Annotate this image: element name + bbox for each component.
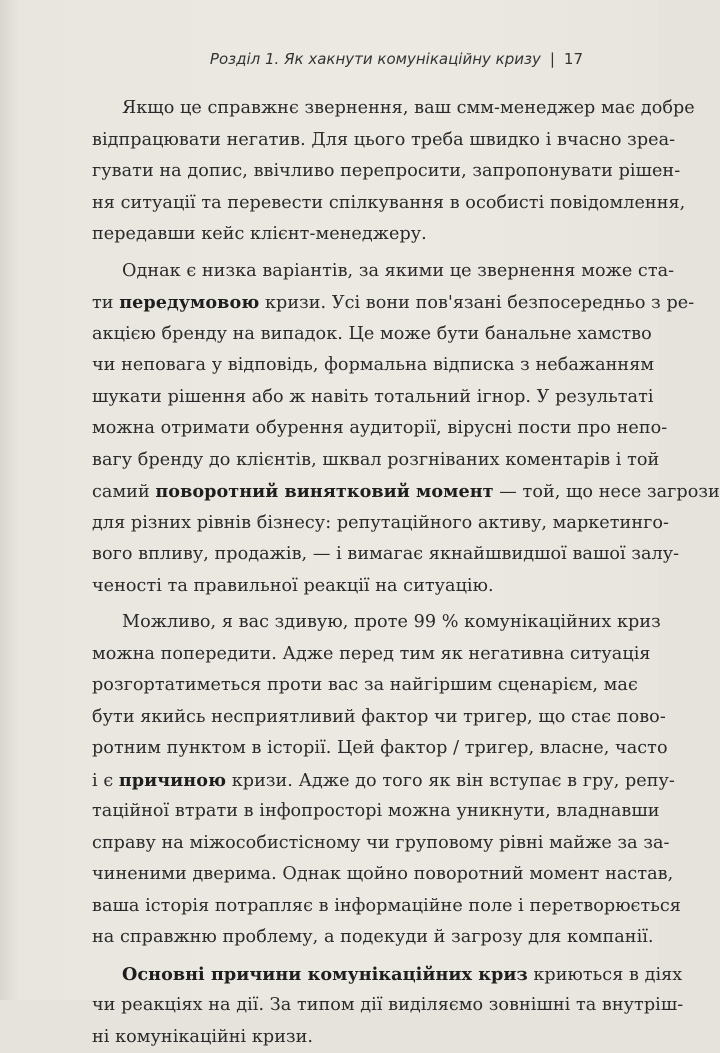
text-line xyxy=(92,319,582,351)
text-run: — той, що несе загрози xyxy=(494,482,720,502)
text-line xyxy=(92,125,582,157)
text-run: таційної втрати в інфопросторі можна уникнути, владнавши xyxy=(92,801,660,821)
text-run: шукати рішення або ж навіть тотальний ігнор. У результаті xyxy=(92,387,654,407)
bold-term: передумовою xyxy=(119,292,259,313)
chapter-title: Розділ 1. Як хакнути комунікаційну кризу xyxy=(210,50,541,68)
text-line xyxy=(92,765,582,797)
text-line xyxy=(92,959,582,991)
text-line xyxy=(92,256,582,288)
text-line xyxy=(92,670,582,702)
text-run: чи реакціях на дії. За типом дії виділяємо зовнішні та внутріш- xyxy=(92,995,683,1015)
text-line xyxy=(92,702,582,734)
text-line xyxy=(92,891,582,923)
text-run: відпрацювати негатив. Для цього треба швидко і вчасно зреа- xyxy=(92,130,675,150)
paragraph xyxy=(92,93,582,251)
text-line xyxy=(92,382,582,414)
text-run: чиненими дверима. Однак щойно поворотний момент настав, xyxy=(92,864,673,884)
text-line xyxy=(92,828,582,860)
text-run: Можливо, я вас здивую, проте 99 % комунікаційних криз xyxy=(122,612,661,632)
text-run: криються в діях xyxy=(528,965,683,985)
running-head-separator: | xyxy=(550,50,555,68)
text-line xyxy=(92,607,582,639)
text-line xyxy=(92,922,582,954)
text-run: ченості та правильної реакції на ситуацію. xyxy=(92,576,494,596)
text-run: Якщо це справжнє звернення, ваш смм-менеджер має добре xyxy=(122,98,695,118)
text-line xyxy=(92,796,582,828)
text-line xyxy=(92,156,582,188)
text-line xyxy=(92,219,582,251)
text-run: Однак є низка варіантів, за якими це звернення може ста- xyxy=(122,261,674,281)
running-head xyxy=(210,50,583,68)
paragraph xyxy=(92,256,582,603)
text-run: бути якийсь несприятливий фактор чи тригер, що стає пово- xyxy=(92,707,666,727)
body-text xyxy=(92,93,582,1053)
bold-term: причиною xyxy=(119,770,226,791)
text-line xyxy=(92,445,582,477)
paragraph xyxy=(92,959,582,1053)
text-line xyxy=(92,476,582,508)
text-line xyxy=(92,508,582,540)
text-line xyxy=(92,859,582,891)
text-line xyxy=(92,93,582,125)
text-run: гувати на допис, ввічливо перепросити, запропонувати рішен- xyxy=(92,161,680,181)
text-line xyxy=(92,287,582,319)
text-run: ротним пунктом в історії. Цей фактор / тригер, власне, часто xyxy=(92,738,668,758)
text-line xyxy=(92,733,582,765)
text-run: акцією бренду на випадок. Це може бути банальне хамство xyxy=(92,324,652,344)
text-line xyxy=(92,188,582,220)
text-line xyxy=(92,539,582,571)
text-run: самий xyxy=(92,482,155,502)
text-run: можна попередити. Адже перед тим як негативна ситуація xyxy=(92,644,651,664)
text-line xyxy=(92,1022,582,1053)
bold-term: поворотний винятковий момент xyxy=(155,481,493,502)
text-run: ні комунікаційні кризи. xyxy=(92,1027,313,1047)
text-run: ваша історія потрапляє в інформаційне поле і перетворюється xyxy=(92,896,681,916)
text-run: передавши кейс клієнт-менеджеру. xyxy=(92,224,427,244)
text-run: для різних рівнів бізнесу: репутаційного активу, маркетинго- xyxy=(92,513,669,533)
text-run: можна отримати обурення аудиторії, вірусні пости про непо- xyxy=(92,418,667,438)
text-run: ти xyxy=(92,293,119,313)
text-run: вагу бренду до клієнтів, шквал розгніваних коментарів і той xyxy=(92,450,659,470)
bold-term: Основні причини комунікаційних криз xyxy=(122,964,528,985)
text-line xyxy=(92,990,582,1022)
text-line xyxy=(92,571,582,603)
text-line xyxy=(92,639,582,671)
text-run: вого впливу, продажів, — і вимагає якнайшвидшої вашої залу- xyxy=(92,544,679,564)
page-number: 17 xyxy=(564,50,583,68)
text-run: чи неповага у відповідь, формальна відписка з небажанням xyxy=(92,355,654,375)
text-run: кризи. Адже до того як він вступає в гру, репу- xyxy=(226,771,675,791)
text-run: на справжню проблему, а подекуди й загрозу для компанії. xyxy=(92,927,654,947)
paragraph xyxy=(92,607,582,954)
text-run: і є xyxy=(92,771,119,791)
text-run: справу на міжособистісному чи груповому рівні майже за за- xyxy=(92,833,670,853)
text-run: кризи. Усі вони пов'язані безпосередньо з ре- xyxy=(259,293,694,313)
text-run: ня ситуації та перевести спілкування в особисті повідомлення, xyxy=(92,193,685,213)
text-line xyxy=(92,413,582,445)
text-line xyxy=(92,350,582,382)
text-run: розгортатиметься проти вас за найгіршим сценарієм, має xyxy=(92,675,638,695)
